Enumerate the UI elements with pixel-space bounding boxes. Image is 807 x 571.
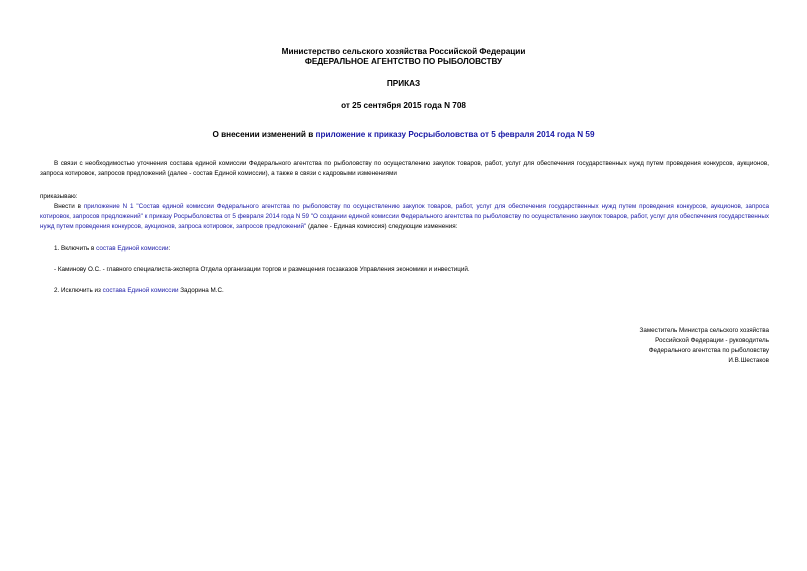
- amend-prefix: Внести в: [54, 203, 84, 210]
- ministry-name: Министерство сельского хозяйства Российской Федерации: [281, 47, 526, 56]
- amend-paragraph: [40, 202, 769, 232]
- order-word: [40, 192, 769, 202]
- item-2: [40, 286, 769, 296]
- signature-line-4: И.В.Шестаков: [728, 357, 769, 364]
- subject-link[interactable]: приложение к приказу Росрыболовства от 5 февраля 2014 года N 59: [315, 130, 595, 139]
- intro-paragraph: [40, 159, 769, 179]
- signature-line-2: Российской Федерации - руководитель: [655, 337, 769, 344]
- signature-line-1: Заместитель Министра сельского хозяйства: [639, 327, 769, 334]
- item1-prefix: 1. Включить в: [54, 245, 97, 252]
- doc-type-label: ПРИКАЗ: [386, 79, 421, 88]
- item1-person-text: - Каминову О.С. - главного специалиста-эксперта Отдела организации торгов и размещения госзаказов Управления экономики и инвестиций.: [54, 266, 470, 273]
- signature-block: [640, 326, 769, 366]
- subject-prefix: О внесении изменений в: [212, 130, 316, 139]
- document-subject: [0, 130, 807, 140]
- amend-link[interactable]: приложение N 1 "Состав единой комиссии Федерального агентства по рыболовству по осуществлению закупок товаров, работ, услуг для обеспечения государственных нужд путем проведения конкурсов, аукционов, запроса котировок, запросов предложений" к приказу Росрыболовства от 5 февраля 2014 года N 59 "О создании единой комиссии Федерального агентства по рыболовству по осуществлению закупок товаров, работ, услуг для обеспечения государственных нужд путем проведения конкурсов, аукционов, запроса котировок, запросов предложений": [40, 203, 769, 230]
- document-header: [0, 47, 807, 67]
- item2-prefix: 2. Исключить из: [54, 287, 103, 294]
- doc-date-number-label: от 25 сентября 2015 года N 708: [341, 101, 466, 110]
- item1-link[interactable]: состав Единой комиссии: [96, 245, 169, 252]
- intro-text: В связи с необходимостью уточнения состава единой комиссии Федерального агентства по рыболовству по осуществлению закупок товаров, работ, услуг для обеспечения государственных нужд путем проведения конкурсов, аукционов, запроса котировок, запросов предложений (далее - состав Единой комиссии), а также в связи с кадровыми изменениями: [40, 160, 769, 177]
- doc-date-number: [0, 101, 807, 111]
- amend-suffix: (далее - Единая комиссия) следующие изменения:: [306, 223, 458, 230]
- doc-type: [0, 79, 807, 89]
- item-1-person: [40, 265, 769, 275]
- agency-name: ФЕДЕРАЛЬНОЕ АГЕНТСТВО ПО РЫБОЛОВСТВУ: [304, 57, 503, 66]
- item-1: [40, 244, 769, 254]
- item2-link[interactable]: состава Единой комиссии: [102, 287, 179, 294]
- signature-line-3: Федерального агентства по рыболовству: [648, 347, 769, 354]
- item2-suffix: Задорина М.С.: [178, 287, 224, 294]
- order-word-text: приказываю:: [40, 193, 78, 200]
- item1-suffix: :: [168, 245, 171, 252]
